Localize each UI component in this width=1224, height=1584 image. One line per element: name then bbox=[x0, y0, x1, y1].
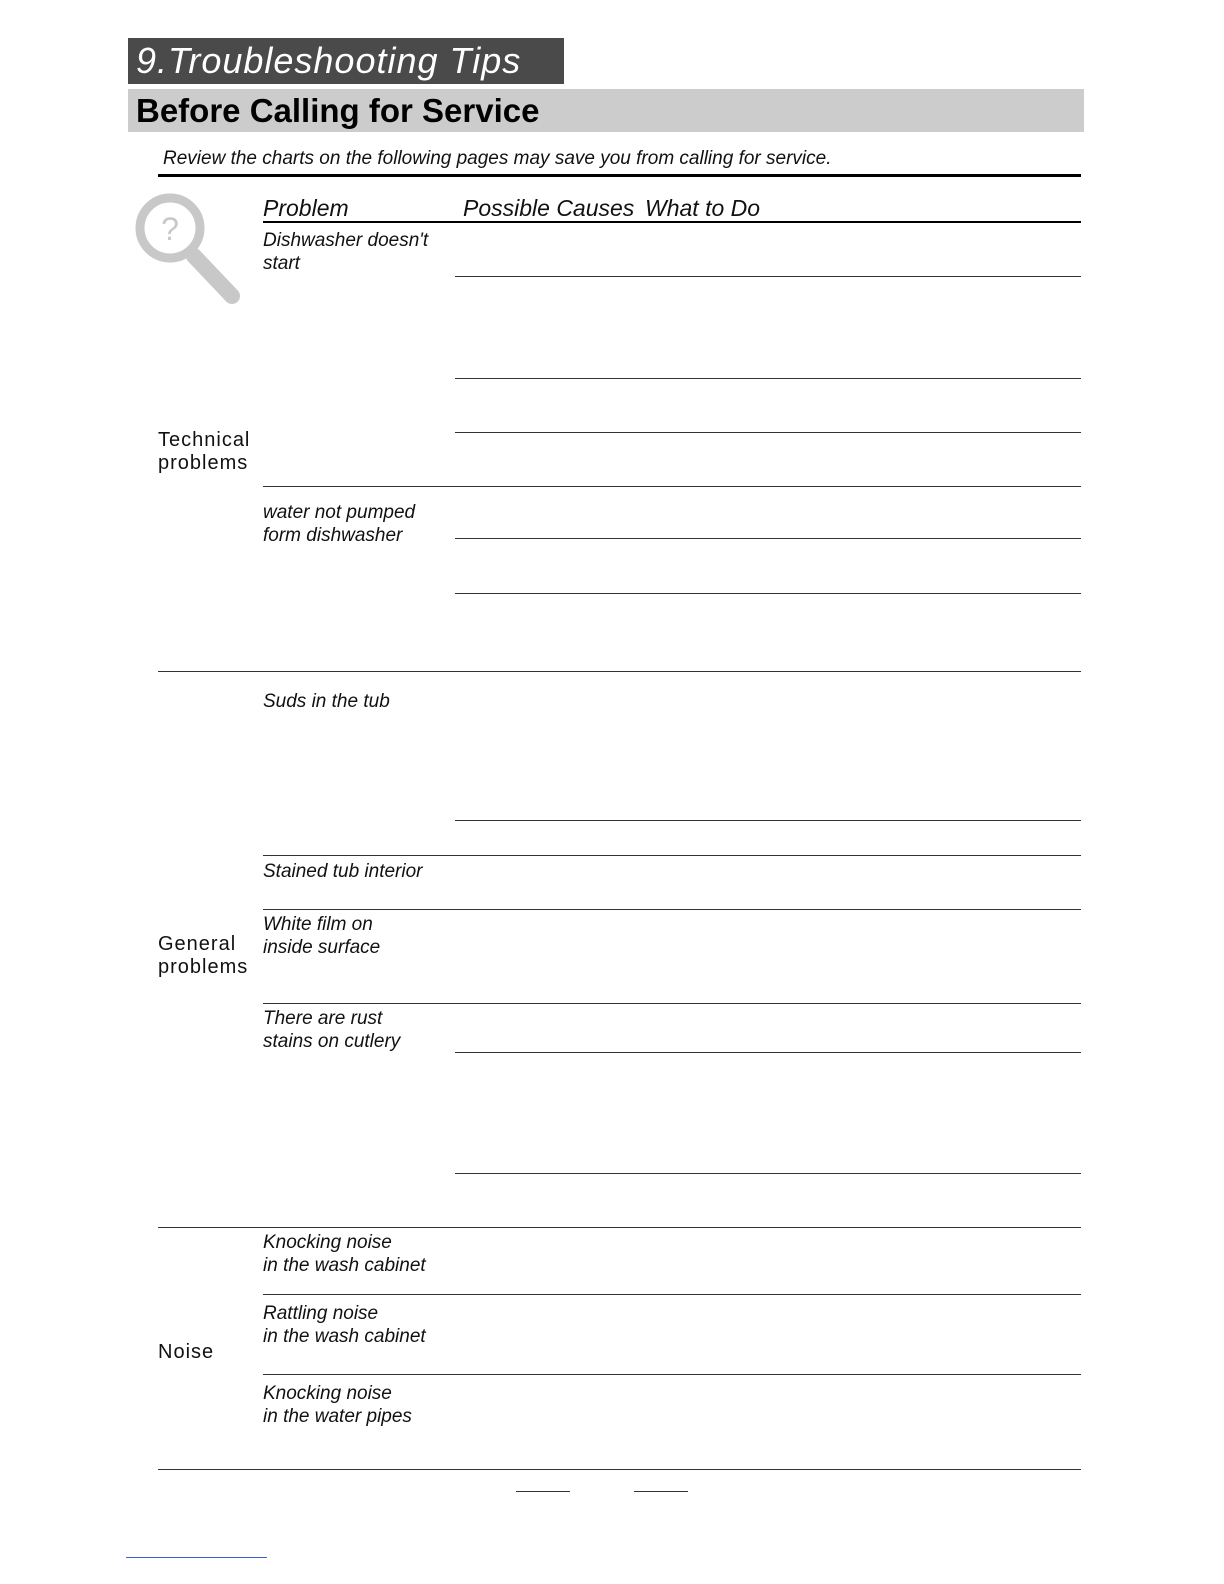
problem-rattling-wash-cabinet: Rattling noise in the wash cabinet bbox=[263, 1303, 426, 1347]
category-divider bbox=[158, 1227, 1081, 1228]
problem-stained-tub-interior: Stained tub interior bbox=[263, 861, 423, 882]
intro-divider bbox=[158, 174, 1081, 177]
problem-divider bbox=[263, 1374, 1081, 1375]
column-header-causes: Possible Causes bbox=[463, 195, 635, 221]
table-bottom-rule bbox=[158, 1469, 1081, 1470]
intro-text: Review the charts on the following pages may save you from calling for service. bbox=[163, 148, 832, 169]
row-divider bbox=[455, 1052, 1081, 1053]
row-divider bbox=[455, 820, 1081, 821]
category-divider bbox=[158, 671, 1081, 672]
problem-divider bbox=[263, 855, 1081, 856]
problem-knocking-wash-cabinet: Knocking noise in the wash cabinet bbox=[263, 1232, 426, 1276]
problem-divider bbox=[263, 909, 1081, 910]
header-divider bbox=[263, 221, 1081, 223]
page-number-mark-left bbox=[516, 1491, 570, 1492]
page-heading: Before Calling for Service bbox=[128, 89, 1084, 132]
row-divider bbox=[455, 432, 1081, 433]
problem-water-not-pumped: water not pumped form dishwasher bbox=[263, 502, 416, 546]
problem-white-film: White film on inside surface bbox=[263, 914, 381, 958]
category-noise: Noise bbox=[158, 1341, 215, 1363]
page-number-mark-right bbox=[634, 1491, 688, 1492]
section-title: 9.Troubleshooting Tips bbox=[128, 38, 564, 84]
magnifier-question-icon bbox=[134, 190, 244, 305]
row-divider bbox=[455, 276, 1081, 277]
category-general: General problems bbox=[158, 933, 249, 978]
problem-knocking-water-pipes: Knocking noise in the water pipes bbox=[263, 1383, 412, 1427]
question-glyph: ? bbox=[161, 211, 179, 247]
row-divider bbox=[455, 538, 1081, 539]
row-divider bbox=[455, 593, 1081, 594]
problem-divider bbox=[263, 1003, 1081, 1004]
column-header-what-to-do: What to Do bbox=[645, 195, 761, 221]
category-technical: Technical problems bbox=[158, 429, 251, 474]
problem-suds-in-tub: Suds in the tub bbox=[263, 691, 390, 712]
row-divider bbox=[455, 1173, 1081, 1174]
problem-divider bbox=[263, 1294, 1081, 1295]
problem-rust-stains: There are rust stains on cutlery bbox=[263, 1008, 401, 1052]
row-divider bbox=[455, 378, 1081, 379]
problem-divider bbox=[263, 486, 1081, 487]
problem-dishwasher-doesnt-start: Dishwasher doesn't start bbox=[263, 230, 429, 274]
column-header-problem: Problem bbox=[263, 195, 349, 221]
footer-link-underline bbox=[126, 1557, 267, 1558]
